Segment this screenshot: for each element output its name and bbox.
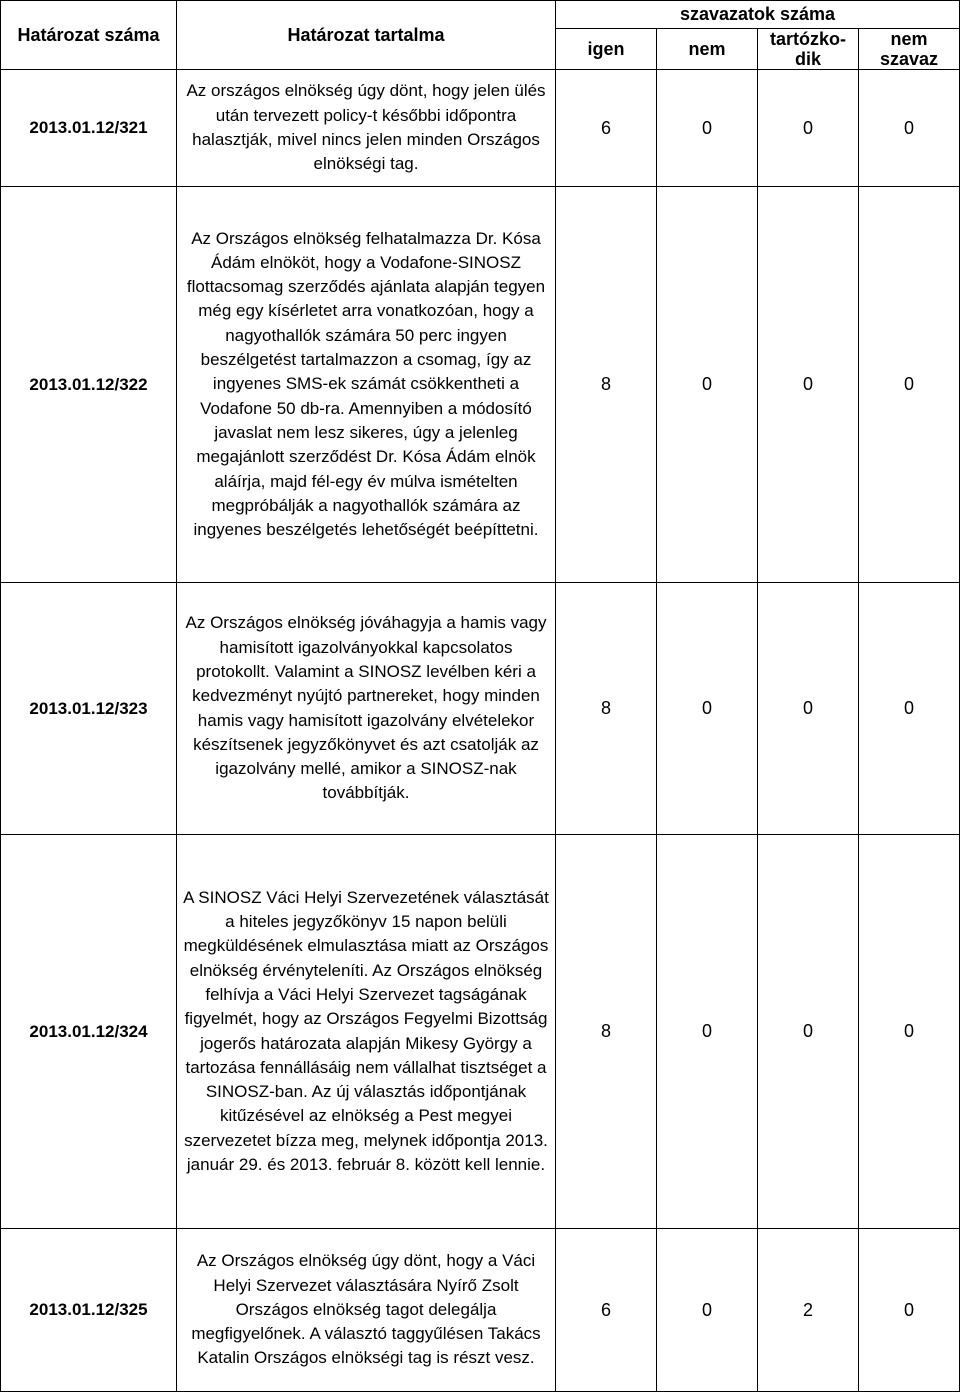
header-vote-no: nem bbox=[657, 29, 758, 70]
resolution-text: Az Országos elnökség jóváhagyja a hamis vagy hamisított igazolványokkal kapcsolatos protokollt. Valamint a SINOSZ levélben kéri a kedvezményt nyújtó partnereket, hogy minden hamis vagy hamisított igazolvány elvételekor készítsenek jegyzőkönyvet és azt csatolják az igazolvány mellé, amikor a SINOSZ-nak továbbítják. bbox=[177, 583, 556, 835]
table-row bbox=[1, 583, 960, 835]
vote-abstain-count: 0 bbox=[758, 835, 859, 1229]
header-vote-yes: igen bbox=[556, 29, 657, 70]
vote-not-voting-count: 0 bbox=[859, 70, 960, 187]
vote-no-count: 0 bbox=[657, 835, 758, 1229]
resolution-number: 2013.01.12/325 bbox=[1, 1229, 177, 1392]
vote-yes-count: 8 bbox=[556, 835, 657, 1229]
vote-yes-count: 8 bbox=[556, 187, 657, 583]
table-row bbox=[1, 1229, 960, 1392]
resolution-number: 2013.01.12/322 bbox=[1, 187, 177, 583]
resolution-number: 2013.01.12/323 bbox=[1, 583, 177, 835]
table-row bbox=[1, 835, 960, 1229]
resolution-text: Az országos elnökség úgy dönt, hogy jelen ülés után tervezett policy-t későbbi időpontra halasztják, mivel nincs jelen minden Országos elnökségi tag. bbox=[177, 70, 556, 187]
vote-abstain-count: 0 bbox=[758, 583, 859, 835]
resolution-number: 2013.01.12/324 bbox=[1, 835, 177, 1229]
header-resolution-number: Határozat száma bbox=[1, 1, 177, 70]
header-resolution-content: Határozat tartalma bbox=[177, 1, 556, 70]
header-vote-abstain: tartózko-dik bbox=[758, 29, 859, 70]
vote-no-count: 0 bbox=[657, 583, 758, 835]
vote-no-count: 0 bbox=[657, 70, 758, 187]
resolution-text: Az Országos elnökség felhatalmazza Dr. Kósa Ádám elnököt, hogy a Vodafone-SINOSZ flottacsomag szerződés ajánlata alapján tegyen még egy kísérletet arra vonatkozóan, hogy a nagyothallók számára 50 perc ingyen beszélgetést tartalmazzon a csomag, így az ingyenes SMS-ek számát csökkentheti a Vodafone 50 db-ra. Amennyiben a módosító javaslat nem lesz sikeres, úgy a jelenleg megajánlott szerződést Dr. Kósa Ádám elnök aláírja, majd fél-egy év múlva ismételten megpróbálják a nagyothallók számára az ingyenes beszélgetés lehetőségét beépíttetni. bbox=[177, 187, 556, 583]
resolution-text: A SINOSZ Váci Helyi Szervezetének választását a hiteles jegyzőkönyv 15 napon belüli megküldésének elmulasztása miatt az Országos elnökség érvényteleníti. Az Országos elnökség felhívja a Váci Helyi Szervezet tagságának figyelmét, hogy az Országos Fegyelmi Bizottság jogerős határozata alapján Mikesy György a tartozása fennállásáig nem vállalhat tisztséget a SINOSZ-ban. Az új választás időpontjának kitűzésével az elnökség a Pest megyei szervezetet bízza meg, melynek időpontja 2013. január 29. és 2013. február 8. között kell lennie. bbox=[177, 835, 556, 1229]
vote-abstain-count: 0 bbox=[758, 70, 859, 187]
vote-abstain-count: 0 bbox=[758, 187, 859, 583]
vote-yes-count: 6 bbox=[556, 1229, 657, 1392]
table-row bbox=[1, 187, 960, 583]
vote-not-voting-count: 0 bbox=[859, 187, 960, 583]
vote-not-voting-count: 0 bbox=[859, 583, 960, 835]
header-vote-not-voting: nem szavaz bbox=[859, 29, 960, 70]
vote-not-voting-count: 0 bbox=[859, 835, 960, 1229]
resolution-text: Az Országos elnökség úgy dönt, hogy a Váci Helyi Szervezet választására Nyírő Zsolt Országos elnökség tagot delegálja megfigyelőnek. A választó taggyűlésen Takács Katalin Országos elnökségi tag is részt vesz. bbox=[177, 1229, 556, 1392]
vote-abstain-count: 2 bbox=[758, 1229, 859, 1392]
header-votes-group: szavazatok száma bbox=[556, 1, 960, 29]
resolution-number: 2013.01.12/321 bbox=[1, 70, 177, 187]
table-row bbox=[1, 70, 960, 187]
vote-yes-count: 6 bbox=[556, 70, 657, 187]
vote-no-count: 0 bbox=[657, 187, 758, 583]
vote-no-count: 0 bbox=[657, 1229, 758, 1392]
vote-yes-count: 8 bbox=[556, 583, 657, 835]
vote-not-voting-count: 0 bbox=[859, 1229, 960, 1392]
